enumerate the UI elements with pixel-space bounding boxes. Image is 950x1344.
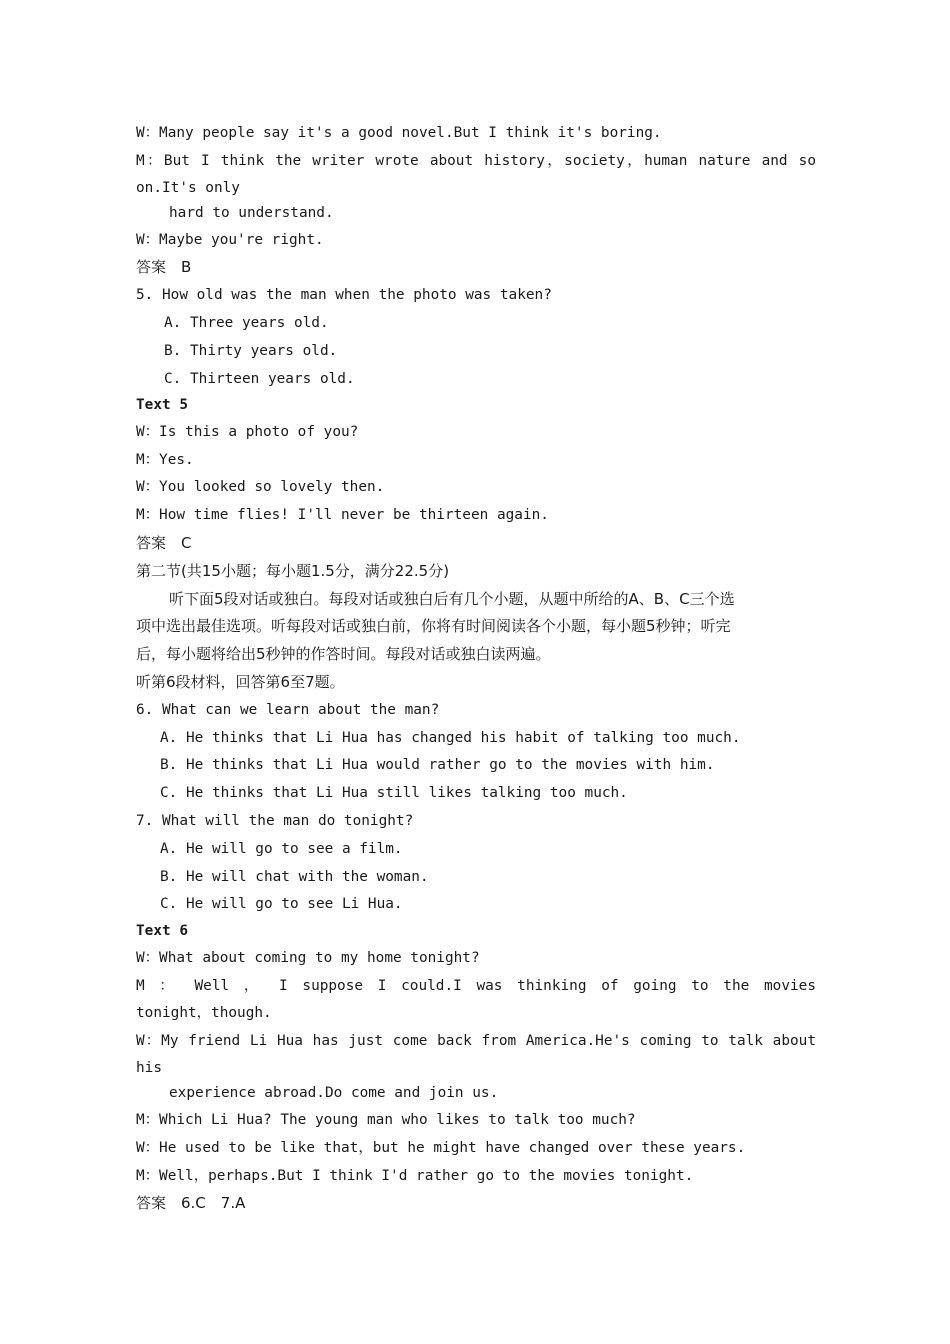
text-line: 听下面5段对话或独白。每段对话或独白后有几个小题，从题中所给的A、B、C三个选 (169, 589, 735, 608)
text-line: 后，每小题将给出5秒钟的作答时间。每段对话或独白读两遍。 (136, 645, 551, 664)
text-line: hard to understand. (169, 205, 334, 222)
text-line: M：Yes. (136, 451, 194, 468)
text-line: W：You looked so lovely then. (136, 479, 385, 496)
text-line: 答案 C (136, 534, 192, 553)
text-line: B. Thirty years old. (164, 342, 338, 359)
section-heading: Text 6 (136, 923, 188, 940)
text-line: 7. What will the man do tonight? (136, 813, 414, 830)
text-line: M：Well，perhaps.But I think I'd rather go to the movies tonight. (136, 1167, 694, 1184)
text-line: 答案 6.C 7.A (136, 1194, 246, 1213)
text-line: A. He thinks that Li Hua has changed his habit of talking too much. (160, 729, 741, 746)
text-line: C. He thinks that Li Hua still likes talking too much. (160, 785, 628, 802)
text-line: tonight，though. (136, 1005, 272, 1022)
text-line: W：Is this a photo of you? (136, 423, 359, 440)
text-line: A. He will go to see a film. (160, 840, 403, 857)
text-line: W：What about coming to my home tonight? (136, 949, 480, 966)
section-heading: Text 5 (136, 397, 188, 414)
text-line: A. Three years old. (164, 314, 329, 331)
text-line: W：Many people say it's a good novel.But I think it's boring. (136, 125, 662, 141)
text-line: 项中选出最佳选项。听每段对话或独白前，你将有时间阅读各个小题，每小题5秒钟；听完 (136, 617, 731, 636)
text-line: M：Which Li Hua? The young man who likes to talk too much? (136, 1111, 636, 1128)
text-line: W：He used to be like that，but he might have changed over these years. (136, 1139, 746, 1156)
text-line: his (136, 1059, 162, 1076)
text-line: C. He will go to see Li Hua. (160, 896, 403, 913)
text-line: experience abroad.Do come and join us. (169, 1085, 499, 1102)
text-line: 答案 B (136, 258, 192, 277)
text-line: 第二节(共15小题；每小题1.5分，满分22.5分) (136, 561, 450, 580)
text-line: 6. What can we learn about the man? (136, 701, 440, 718)
text-line: B. He thinks that Li Hua would rather go to the movies with him. (160, 757, 715, 774)
text-line: 听第6段材料，回答第6至7题。 (136, 673, 345, 692)
text-line: on.It's only (136, 179, 240, 196)
text-line: M：How time flies! I'll never be thirteen again. (136, 507, 549, 524)
text-line: C. Thirteen years old. (164, 370, 355, 387)
document-body (136, 120, 816, 1218)
text-line: W：Maybe you're right. (136, 231, 324, 248)
text-line: 5. How old was the man when the photo was taken? (136, 287, 552, 304)
text-line: M：But I think the writer wrote about history，society，human nature and so (136, 152, 816, 169)
text-line: M ： Well ， I suppose I could.I was thinking of going to the movies (136, 977, 816, 994)
text-line: W：My friend Li Hua has just come back from America.He's coming to talk about (136, 1033, 816, 1050)
text-line: B. He will chat with the woman. (160, 868, 429, 885)
